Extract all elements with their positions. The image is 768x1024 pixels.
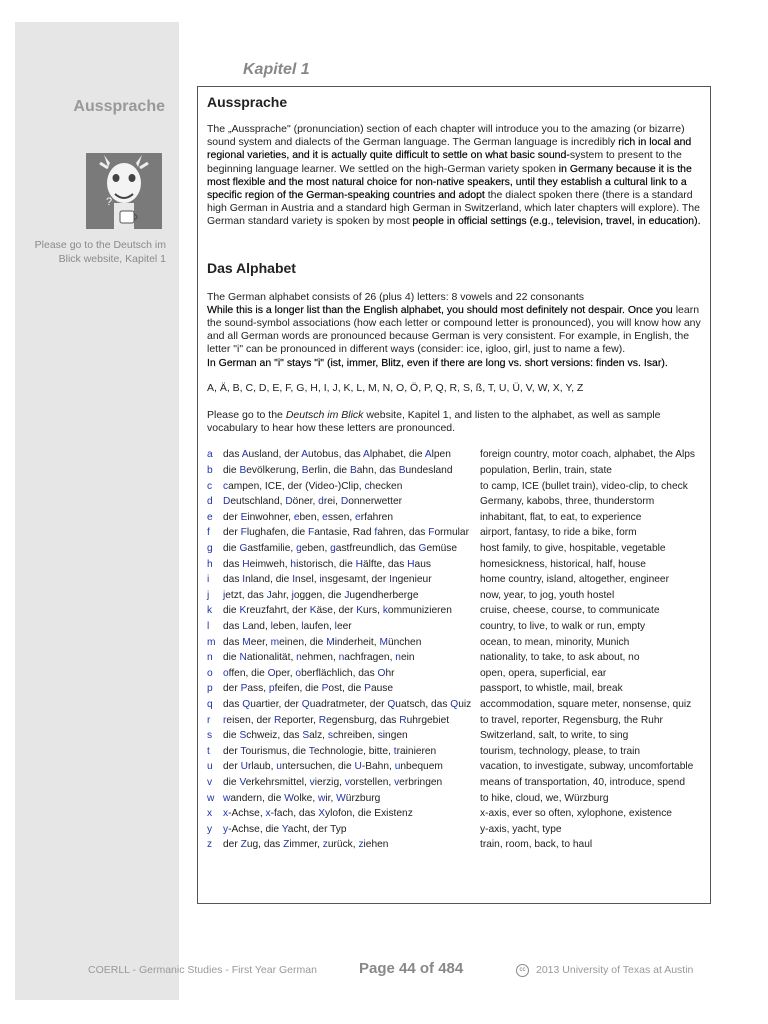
website-instruction: Please go to the Deutsch im Blick website, Kapitel 1, and listen to the alphabet, as well as sample vocabulary to hear how these letters are pronounced. (207, 409, 661, 435)
aussprache-paragraph: The „Aussprache" (pronunciation) section of each chapter will introduce you to the amazing (or bizarre) sound system and dialects of the German language. The German language is incredibly rich in local and regional varieties, and it is actually quite difficult to settle on what basic sound-system to present to the beginning language learner. We settled on the high-German variety spoken in Germany because it is the most flexible and the most natural choice for non-native speakers, until they establish a cultural link to a specific region of the German-speaking countries and adopt the dialect spoken there (there is a standard high German in Austria and a standard high German in Switzerland, which later chapters will explore). The German standard variety is spoken by most people in official settings (e.g., television, travel, in education). (207, 123, 701, 228)
vocab-letter: h (207, 558, 213, 570)
vocab-letter: l (207, 620, 210, 632)
vocab-table (207, 448, 707, 853)
vocab-english: homesickness, historical, half, house (480, 558, 646, 570)
vocab-row (207, 760, 707, 776)
vocab-english: to hike, cloud, we, Würzburg (480, 792, 609, 804)
vocab-english: country, to live, to walk or run, empty (480, 620, 646, 632)
vocab-row (207, 838, 707, 854)
vocab-german: der Zug, das Zimmer, zurück, ziehen (223, 839, 389, 851)
vocab-english: population, Berlin, train, state (480, 465, 612, 477)
vocab-row (207, 448, 707, 464)
vocab-letter: c (207, 480, 213, 492)
vocab-english: Germany, kabobs, three, thunderstorm (480, 496, 655, 508)
vocab-letter: z (207, 839, 213, 851)
vocab-german: jetzt, das Jahr, joggen, die Jugendherberge (223, 589, 419, 601)
vocab-letter: j (207, 589, 210, 601)
vocab-letter: i (207, 574, 210, 586)
vocab-row (207, 651, 707, 667)
vocab-english: home country, island, altogether, engineer (480, 574, 669, 586)
vocab-german: die Gastfamilie, geben, gastfreundlich, das Gemüse (223, 543, 458, 555)
vocab-letter: q (207, 698, 213, 710)
vocab-row (207, 573, 707, 589)
vocab-letter: b (207, 465, 213, 477)
vocab-letter: t (207, 745, 210, 757)
sidebar-note: Please go to the Deutsch im Blick website, Kapitel 1 (34, 239, 166, 265)
vocab-row (207, 480, 707, 496)
vocab-german: wandern, die Wolke, wir, Würzburg (223, 792, 381, 804)
vocab-english: open, opera, superficial, ear (480, 667, 607, 679)
vocab-row (207, 745, 707, 761)
vocab-german: der Flughafen, die Fantasie, Rad fahren, das Formular (223, 527, 469, 539)
vocab-row (207, 511, 707, 527)
vocab-letter: v (207, 776, 213, 788)
vocab-german: das Land, leben, laufen, leer (223, 620, 352, 632)
svg-text:?: ? (106, 196, 113, 208)
vocab-row (207, 823, 707, 839)
vocab-english: airport, fantasy, to ride a bike, form (480, 527, 637, 539)
vocab-row (207, 464, 707, 480)
vocab-row (207, 558, 707, 574)
content-box (197, 86, 711, 904)
vocab-row (207, 807, 707, 823)
vocab-letter: s (207, 730, 213, 742)
vocab-german: der Einwohner, eben, essen, erfahren (223, 511, 393, 523)
vocab-german: x-Achse, x-fach, das Xylofon, die Existenz (223, 808, 413, 820)
vocab-row (207, 526, 707, 542)
vocab-row (207, 698, 707, 714)
vocab-german: das Heimweh, historisch, die Hälfte, das Haus (223, 558, 431, 570)
alphabet-line: A, Ä, B, C, D, E, F, G, H, I, J, K, L, M, N, O, Ö, P, Q, R, S, ß, T, U, Ü, V, W, X, Y, Z (207, 381, 584, 394)
vocab-letter: x (207, 808, 213, 820)
alphabet-paragraph: The German alphabet consists of 26 (plus 4) letters: 8 vowels and 22 consonants While this is a longer list than the English alphabet, you should most definitely not despair. Once you learn the sound-symbol associations (how each letter or compound letter is pronounced), you will know how any and all German words are pronounced because German is very consistent. For example, in English, the letter "i" can be pronounced in different ways (consider: ice, igloo, girl, just to name a few). In German an "i" stays "i" (ist, immer, Blitz, even if there are long vs. short versions: finden vs. Isar). (207, 290, 701, 369)
vocab-row (207, 495, 707, 511)
vocab-row (207, 667, 707, 683)
vocab-german: der Pass, pfeifen, die Post, die Pause (223, 683, 394, 695)
footer-copyright: 2013 University of Texas at Austin (536, 964, 694, 976)
vocab-row (207, 636, 707, 652)
vocab-english: host family, to give, hospitable, vegetable (480, 543, 666, 555)
footer-course: COERLL - Germanic Studies - First Year German (88, 964, 317, 976)
vocab-letter: a (207, 449, 213, 461)
vocab-letter: m (207, 636, 216, 648)
vocab-letter: k (207, 605, 213, 617)
vocab-english: y-axis, yacht, type (480, 823, 562, 835)
vocab-letter: r (207, 714, 211, 726)
vocab-german: y-Achse, die Yacht, der Typ (223, 823, 347, 835)
vocab-row (207, 714, 707, 730)
vocab-english: passport, to whistle, mail, break (480, 683, 623, 695)
vocab-german: die Schweiz, das Salz, schreiben, singen (223, 730, 408, 742)
vocab-letter: e (207, 511, 213, 523)
vocab-row (207, 542, 707, 558)
vocab-english: vacation, to investigate, subway, uncomfortable (480, 761, 694, 773)
vocab-letter: y (207, 823, 213, 835)
vocab-english: tourism, technology, please, to train (480, 745, 641, 757)
vocab-german: die Bevölkerung, Berlin, die Bahn, das Bundesland (223, 465, 453, 477)
creative-commons-icon: cc (516, 964, 529, 977)
section-heading-alphabet: Das Alphabet (207, 259, 296, 276)
page-number: Page 44 of 484 (359, 960, 464, 977)
vocab-letter: g (207, 543, 213, 555)
vocab-english: inhabitant, flat, to eat, to experience (480, 511, 642, 523)
vocab-english: to travel, reporter, Regensburg, the Ruhr (480, 714, 663, 726)
vocab-english: to camp, ICE (bullet train), video-clip, to check (480, 480, 688, 492)
vocab-english: ocean, to mean, minority, Munich (480, 636, 630, 648)
vocab-letter: n (207, 652, 213, 664)
vocab-english: accommodation, square meter, nonsense, quiz (480, 698, 692, 710)
vocab-letter: f (207, 527, 210, 539)
sidebar-heading: Aussprache (73, 98, 165, 115)
vocab-german: die Nationalität, nehmen, nachfragen, nein (223, 652, 415, 664)
vocab-german: die Verkehrsmittel, vierzig, vorstellen, verbringen (223, 776, 443, 788)
vocab-german: das Inland, die Insel, insgesamt, der Ingenieur (223, 574, 432, 586)
vocab-english: train, room, back, to haul (480, 839, 593, 851)
vocab-english: cruise, cheese, course, to communicate (480, 605, 660, 617)
vocab-english: Switzerland, salt, to write, to sing (480, 730, 629, 742)
vocab-row (207, 682, 707, 698)
vocab-german: Deutschland, Döner, drei, Donnerwetter (223, 496, 403, 508)
vocab-row (207, 589, 707, 605)
vocab-english: x-axis, ever so often, xylophone, existence (480, 808, 672, 820)
vocab-german: der Tourismus, die Technologie, bitte, trainieren (223, 745, 437, 757)
chapter-title: Kapitel 1 (243, 61, 310, 78)
vocab-letter: w (207, 792, 215, 804)
vocab-row (207, 792, 707, 808)
vocab-german: reisen, der Reporter, Regensburg, das Ruhrgebiet (223, 714, 450, 726)
vocab-german: der Urlaub, untersuchen, die U-Bahn, unbequem (223, 761, 443, 773)
vocab-german: die Kreuzfahrt, der Käse, der Kurs, kommunizieren (223, 605, 452, 617)
vocab-row (207, 729, 707, 745)
vocab-german: das Ausland, der Autobus, das Alphabet, die Alpen (223, 449, 451, 461)
vocab-english: now, year, to jog, youth hostel (480, 589, 615, 601)
vocab-row (207, 776, 707, 792)
vocab-english: nationality, to take, to ask about, no (480, 652, 640, 664)
section-heading-aussprache: Aussprache (207, 94, 288, 110)
vocab-german: campen, ICE, der (Video-)Clip, checken (223, 480, 403, 492)
vocab-letter: d (207, 496, 213, 508)
giraffe-coffee-icon (86, 153, 162, 229)
vocab-german: offen, die Oper, oberflächlich, das Ohr (223, 667, 395, 679)
vocab-row (207, 604, 707, 620)
vocab-letter: o (207, 667, 213, 679)
vocab-english: means of transportation, 40, introduce, spend (480, 776, 686, 788)
vocab-row (207, 620, 707, 636)
vocab-german: das Meer, meinen, die Minderheit, München (223, 636, 422, 648)
vocab-english: foreign country, motor coach, alphabet, the Alps (480, 449, 696, 461)
vocab-german: das Quartier, der Quadratmeter, der Quatsch, das Quiz (223, 698, 472, 710)
vocab-letter: u (207, 761, 213, 773)
vocab-letter: p (207, 683, 213, 695)
